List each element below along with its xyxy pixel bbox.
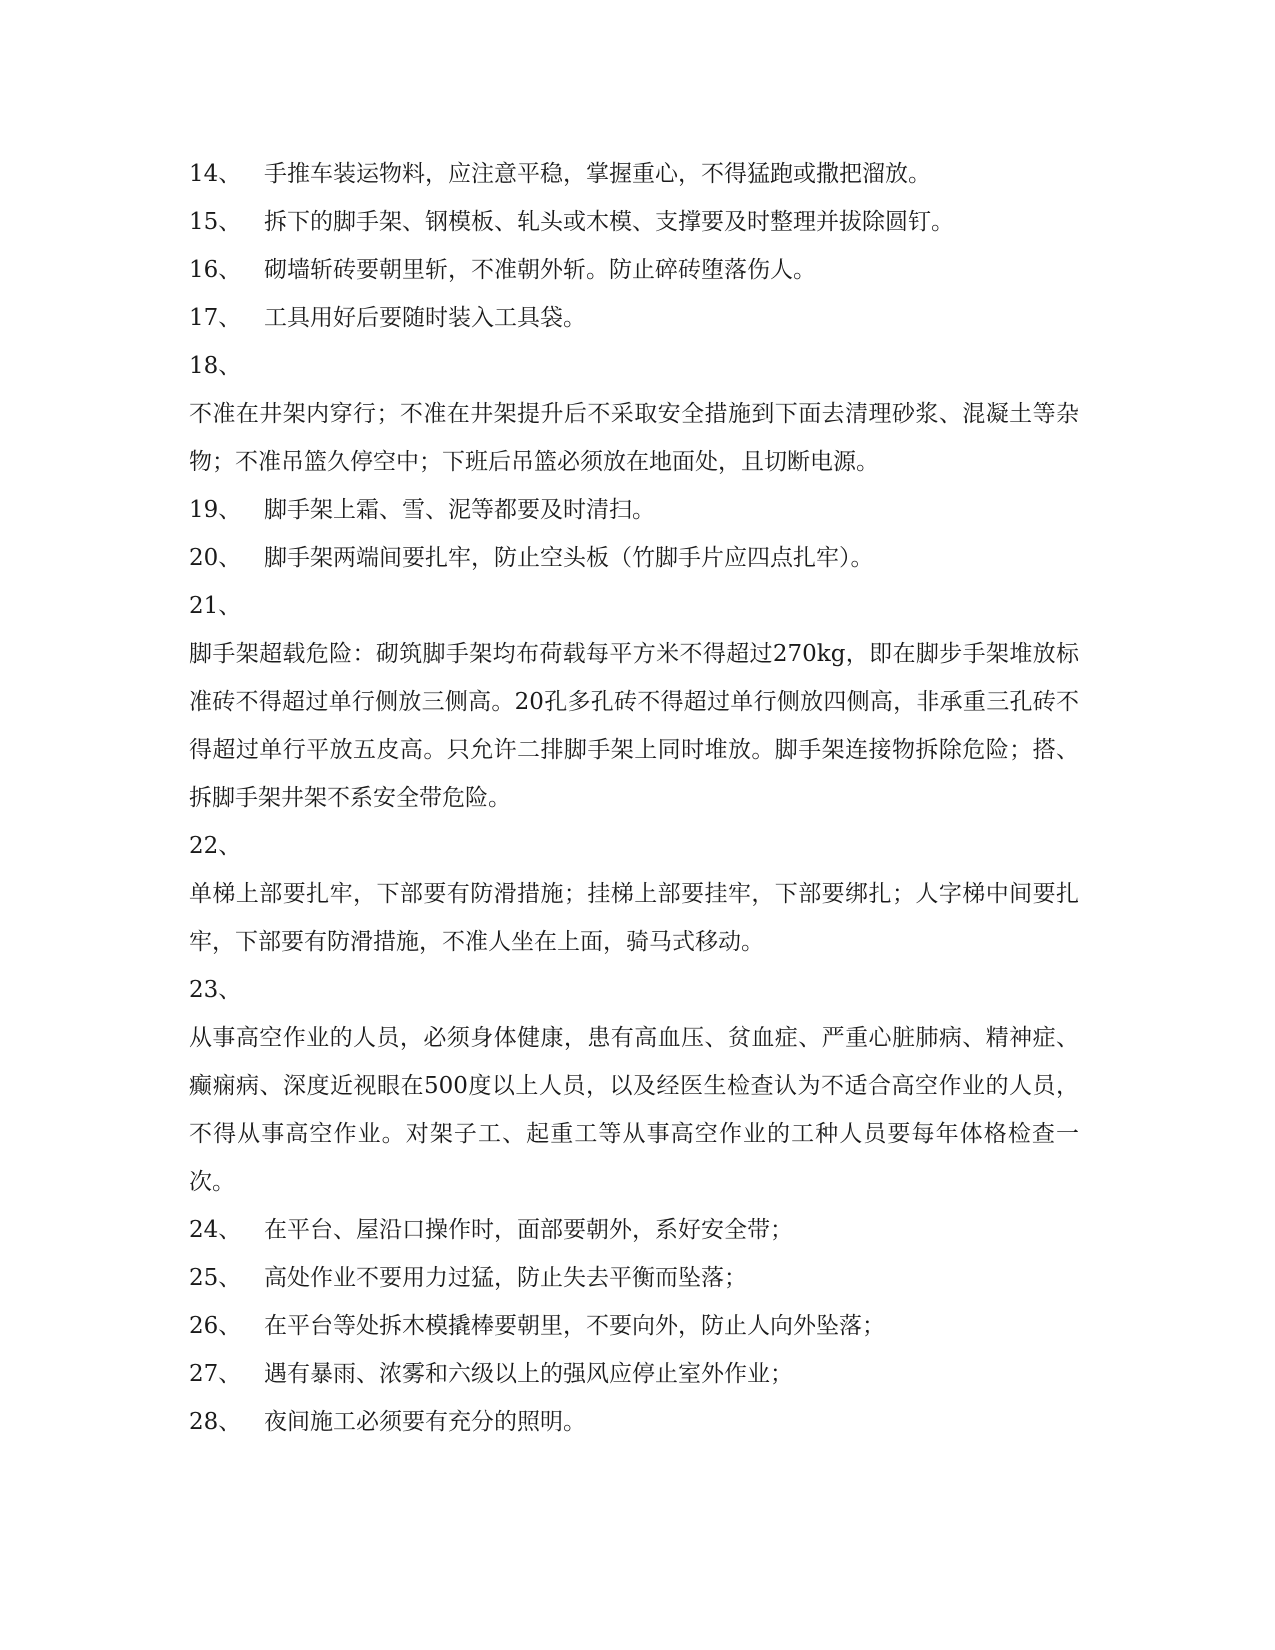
item-number: 16、 [189, 257, 242, 283]
item-number: 24、 [189, 1217, 242, 1243]
item-number: 25、 [189, 1265, 242, 1291]
item-text: 拆下的脚手架、钢模板、轧头或木模、支撑要及时整理并拔除圆钉。 [264, 209, 954, 235]
item-text: 从事高空作业的人员，必须身体健康，患有高血压、贫血症、严重心脏肺病、精神症、癫痫病、深度近视眼在500度以上人员，以及经医生检查认为不适合高空作业的人员，不得从事高空作业。对架子工、起重工等从事高空作业的工种人员要每年体格检查一次。 [189, 1025, 1079, 1195]
item-number: 14、 [189, 161, 242, 187]
item-text: 脚手架上霜、雪、泥等都要及时清扫。 [264, 497, 655, 523]
list-item [189, 198, 1079, 246]
item-text: 砌墙斩砖要朝里斩，不准朝外斩。防止碎砖堕落伤人。 [264, 257, 816, 283]
item-text: 单梯上部要扎牢，下部要有防滑措施；挂梯上部要挂牢，下部要绑扎；人字梯中间要扎牢，下部要有防滑措施，不准人坐在上面，骑马式移动。 [189, 881, 1079, 955]
item-number: 23、 [189, 977, 242, 1003]
item-text: 手推车装运物料，应注意平稳，掌握重心，不得猛跑或撒把溜放。 [264, 161, 931, 187]
list-item [189, 822, 1079, 966]
list-item [189, 1398, 1079, 1446]
list-item [189, 246, 1079, 294]
item-number: 22、 [189, 833, 242, 859]
list-item [189, 1350, 1079, 1398]
item-number: 15、 [189, 209, 242, 235]
item-text: 夜间施工必须要有充分的照明。 [264, 1409, 586, 1435]
list-item [189, 966, 1079, 1206]
item-number: 17、 [189, 305, 242, 331]
list-item [189, 150, 1079, 198]
list-item [189, 1302, 1079, 1350]
list-item [189, 294, 1079, 342]
item-text: 高处作业不要用力过猛，防止失去平衡而坠落； [264, 1265, 747, 1291]
item-number: 27、 [189, 1361, 242, 1387]
item-text: 工具用好后要随时装入工具袋。 [264, 305, 586, 331]
item-text: 脚手架超载危险：砌筑脚手架均布荷载每平方米不得超过270kg，即在脚步手架堆放标准砖不得超过单行侧放三侧高。20孔多孔砖不得超过单行侧放四侧高，非承重三孔砖不得超过单行平放五皮高。只允许二排脚手架上同时堆放。脚手架连接物拆除危险；搭、拆脚手架井架不系安全带危险。 [189, 641, 1079, 811]
item-text: 在平台、屋沿口操作时，面部要朝外，系好安全带； [264, 1217, 793, 1243]
item-text: 脚手架两端间要扎牢，防止空头板（竹脚手片应四点扎牢）。 [264, 545, 874, 571]
item-number: 21、 [189, 593, 242, 619]
list-item [189, 534, 1079, 582]
document-body [189, 150, 1079, 1446]
item-text: 遇有暴雨、浓雾和六级以上的强风应停止室外作业； [264, 1361, 793, 1387]
item-number: 19、 [189, 497, 242, 523]
item-number: 18、 [189, 353, 242, 379]
item-text: 在平台等处拆木模撬棒要朝里，不要向外，防止人向外坠落； [264, 1313, 885, 1339]
list-item [189, 342, 1079, 486]
list-item [189, 1254, 1079, 1302]
list-item [189, 486, 1079, 534]
item-text: 不准在井架内穿行；不准在井架提升后不采取安全措施到下面去清理砂浆、混凝土等杂物；不准吊篮久停空中；下班后吊篮必须放在地面处，且切断电源。 [189, 401, 1079, 475]
list-item [189, 1206, 1079, 1254]
item-number: 26、 [189, 1313, 242, 1339]
list-item [189, 582, 1079, 822]
item-number: 28、 [189, 1409, 242, 1435]
item-number: 20、 [189, 545, 242, 571]
